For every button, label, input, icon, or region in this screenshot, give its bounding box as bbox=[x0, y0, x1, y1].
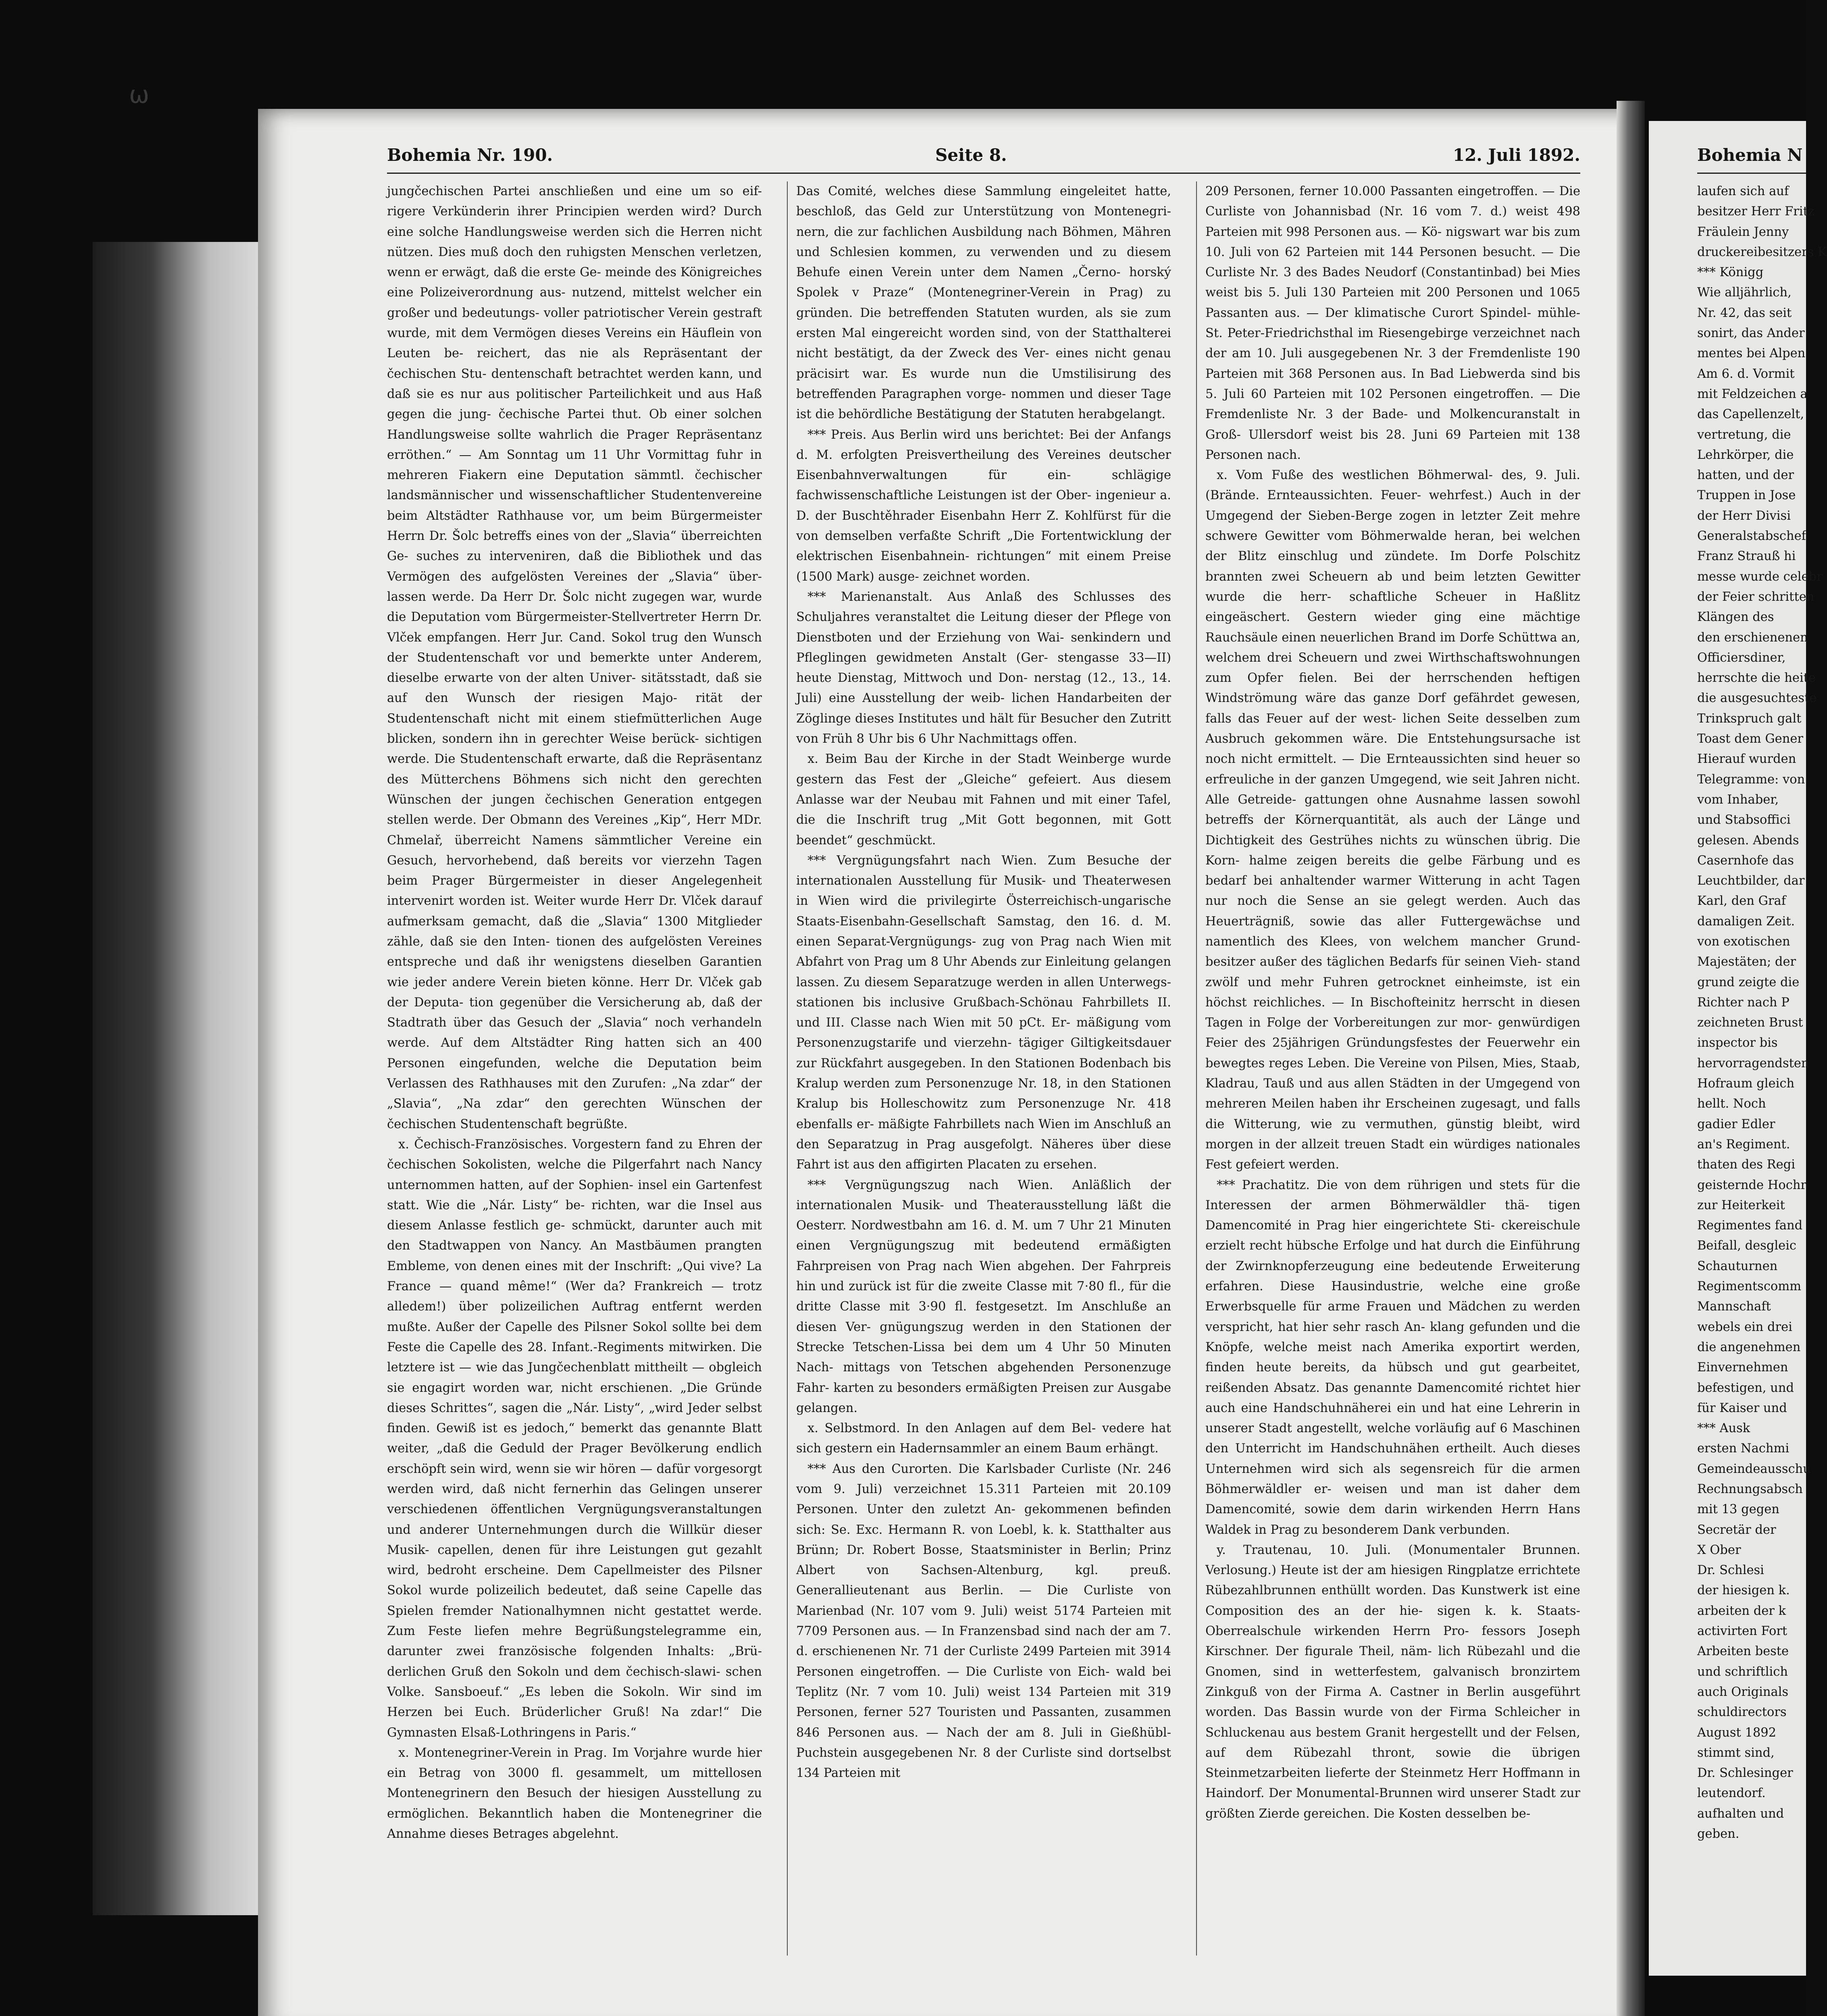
right-page-line: Arbeiten beste bbox=[1697, 1644, 1789, 1659]
right-page-line: Hofraum gleich bbox=[1697, 1077, 1795, 1091]
right-page-line: Trinkspruch galt bbox=[1697, 711, 1802, 726]
article-paragraph: *** Vergnügungsfahrt nach Wien. Zum Besuche der internationalen Ausstellung für Musik- und Theaterwesen in Wien wird die privilegirte Österreichisch-ungarische Staats-Eisenbahn-Gesellschaft Samstag, den 16. d. M. einen Separat-Vergnügungs- zug von Prag nach Wien mit Abfahrt von Prag um 8 Uhr Abends zur Einleitung gelangen lassen. Zu diesem Separatzuge werden in allen Unterwegs- stationen bis inclusive Grußbach-Schönau Fahrbillets II. und III. Classe nach Wien mit 50 pCt. Er- mäßigung vom Personenzugstarife und vierzehn- tägiger Giltigkeitsdauer zur Rückfahrt ausgegeben. In den Stationen Bodenbach bis Kralup werden zum Personenzuge Nr. 18, in den Stationen Kralup bis Holleschowitz zum Personenzuge Nr. 418 ebenfalls er- mäßigte Fahrbillets nach Wien im Anschluß an den Separatzug in Prag ausgefolgt. Näheres über diese Fahrt ist aus den affigirten Placaten zu ersehen. bbox=[796, 853, 1171, 1172]
right-page-line: der hiesigen k. bbox=[1697, 1583, 1790, 1598]
right-page-line: die angenehmen bbox=[1697, 1340, 1801, 1354]
right-page-line: Officiersdiner, bbox=[1697, 650, 1786, 665]
right-page-line: activirten Fort bbox=[1697, 1624, 1787, 1639]
right-page-line: damaligen Zeit. bbox=[1697, 914, 1795, 929]
right-page-line: geben. bbox=[1697, 1827, 1740, 1841]
article-paragraph: Das Comité, welches diese Sammlung eingeleitet hatte, beschloß, das Geld zur Unterstützung von Montenegri- nern, die zur fachlichen Ausbildung nach Böhmen, Mähren und Schlesien kommen, zu verwenden und zu diesem Behufe einen Verein unter dem Namen „Černo- horský Spolek v Praze“ (Montenegriner-Verein in Prag) zu gründen. Die betreffenden Statuten wurden, als sie zum ersten Mal eingereicht worden sind, von der Statthalterei nicht bestätigt, da der Zweck des Ver- eines nicht genau präcisirt war. Es wurde nun die Umstilisirung des betreffenden Paragraphen vorge- nommen und dieser Tage ist die behördliche Bestätigung der Statuten herabgelangt. bbox=[796, 184, 1171, 422]
right-page-line: mit 13 gegen bbox=[1697, 1502, 1779, 1517]
right-page-line: messe wurde celebr bbox=[1697, 569, 1823, 584]
right-page-line: gadier Edler bbox=[1697, 1117, 1775, 1131]
right-page-line: Schauturnen bbox=[1697, 1259, 1778, 1273]
right-page-line: X Ober bbox=[1697, 1543, 1741, 1557]
column-divider bbox=[1196, 181, 1197, 1956]
article-paragraph: *** Aus den Curorten. Die Karlsbader Curliste (Nr. 246 vom 9. Juli) verzeichnet 15.311 Parteien mit 20.109 Personen. Unter den zuletzt An- gekommenen befinden sich: Se. Exc. Hermann R. von Loebl, k. k. Statthalter aus Brünn; Dr. Robert Bosse, Staatsminister in Berlin; Prinz Albert von Sachsen-Altenburg, kgl. preuß. Generallieutenant aus Berlin. — Die Curliste von Marienbad (Nr. 107 vom 9. Juli) weist 5174 Parteien mit 7709 Personen aus. — In Franzensbad sind nach der am 7. d. erschienenen Nr. 71 der Curliste 2499 Parteien mit 3914 Personen eingetroffen. — Die Curliste von Eich- wald bei Teplitz (Nr. 7 vom 10. Juli) weist 134 Parteien mit 319 Personen, ferner 527 Touristen und Passanten, zusammen 846 Personen aus. — Nach der am 8. Juli in Gießhübl-Puchstein ausgegebenen Nr. 8 der Curliste sind dortselbst 134 Parteien mit bbox=[796, 1462, 1171, 1781]
right-page-line: Regimentscomm bbox=[1697, 1279, 1802, 1294]
right-page-line: hellt. Noch bbox=[1697, 1097, 1766, 1111]
right-page-line: Generalstabschef bbox=[1697, 529, 1806, 544]
right-page-line: Rechnungsabsch bbox=[1697, 1482, 1803, 1496]
right-page-line: inspector bis bbox=[1697, 1036, 1778, 1050]
right-page-header: Bohemia N bbox=[1697, 145, 1803, 165]
header-rule bbox=[387, 173, 1580, 174]
right-page-line: Wie alljährlich, bbox=[1697, 285, 1792, 300]
right-page-line: Klängen des bbox=[1697, 610, 1774, 625]
article-paragraph: *** Vergnügungszug nach Wien. Anläßlich der internationalen Musik- und Theaterausstellung läßt die Oesterr. Nordwestbahn am 16. d. M. um 7 Uhr 21 Minuten einen Vergnügungszug mit bedeutend ermäßigten Fahrpreisen von Prag nach Wien abgehen. Der Fahrpreis hin und zurück ist für die zweite Classe mit 7·80 fl., für die dritte Classe mit 3·90 fl. festgesetzt. Im Anschluße an diesen Ver- gnügungszug werden in den Stationen der Strecke Tetschen-Lissa bei dem um 4 Uhr 50 Minuten Nach- mittags von Tetschen abgehenden Personenzuge Fahr- karten zu besonders ermäßigten Preisen zur Ausgabe gelangen. bbox=[796, 1178, 1171, 1415]
right-page-line: Nr. 42, das seit bbox=[1697, 306, 1792, 320]
right-header-rule bbox=[1697, 173, 1806, 174]
right-page-line: aufhalten und bbox=[1697, 1806, 1784, 1821]
right-page-line: vom Inhaber, bbox=[1697, 792, 1779, 807]
right-page-line: arbeiten der k bbox=[1697, 1604, 1786, 1618]
right-page-line: Regimentes fand bbox=[1697, 1218, 1803, 1233]
right-page-line: Karl, den Graf bbox=[1697, 894, 1786, 908]
right-page-line: vertretung, die bbox=[1697, 427, 1791, 442]
book-page-edges bbox=[93, 242, 286, 1915]
right-page-line: Secretär der bbox=[1697, 1522, 1776, 1537]
article-paragraph: 209 Personen, ferner 10.000 Passanten eingetroffen. — Die Curliste von Johannisbad (Nr. 16 vom 7. d.) weist 498 Parteien mit 998 Personen aus. — Kö- nigswart war bis zum 10. Juli von 62 Parteien mit 144 Personen besucht. — Die Curliste Nr. 3 des Bades Neudorf (Constantinbad) bei Mies weist bis 5. Juli 130 Parteien mit 200 Personen und 1065 Passanten aus. — Der klimatische Curort Spindel- mühle-St. Peter-Friedrichsthal im Riesengebirge verzeichnet nach der am 10. Juli ausgegebenen Nr. 3 der Fremdenliste 190 Parteien mit 368 Personen aus. In Bad Liebwerda sind bis 5. Juli 60 Parteien mit 102 Personen eingetroffen. — Die Fremdenliste Nr. 3 der Bade- und Molkencuranstalt in Groß- Ullersdorf weist bis 28. Juni 69 Parteien mit 138 Personen nach. bbox=[1205, 184, 1580, 462]
right-page-line: Richter nach P bbox=[1697, 995, 1790, 1010]
article-paragraph: x. Montenegriner-Verein in Prag. Im Vorjahre wurde hier ein Betrag von 3000 fl. gesammelt, um mittellosen Montenegrinern den Besuch der hiesigen Ausstellung zu ermöglichen. Bekanntlich haben die Montenegriner die Annahme dieses Betrages abgelehnt. bbox=[387, 1745, 762, 1841]
right-page-line: Am 6. d. Vormit bbox=[1697, 367, 1795, 381]
text-column-1 bbox=[387, 181, 762, 1964]
right-page-line: laufen sich auf bbox=[1697, 184, 1789, 198]
right-page-line: zeichneten Brust bbox=[1697, 1016, 1803, 1030]
right-page-column bbox=[1697, 181, 1827, 1956]
right-page-line: ersten Nachmi bbox=[1697, 1441, 1790, 1456]
article-paragraph: *** Prachatitz. Die von dem rührigen und stets für die Interessen der armen Böhmerwäldler thä- tigen Damencomité in Prag hier eingerichtete Sti- ckereischule erzielt recht hübsche Erfolge und hat durch die Einführung der Zwirnknopferzeugung eine bedeutende Erweiterung erfahren. Diese Hausindustrie, welche eine große Erwerbsquelle für arme Frauen und Mädchen zu werden verspricht, hat hier sehr rasch An- klang gefunden und die Knöpfe, welche meist nach Amerika exportirt werden, finden heute bereits, da hübsch und gut gearbeitet, reißenden Absatz. Das genannte Damencomité richtet hier auch eine Handschuhnäherei ein und hat eine Lehrerin in unserer Stadt angestellt, welche vorläufig auf 6 Maschinen den Unterricht im Handschuhnähen ertheilt. Auch dieses Unternehmen wird sich als segensreich für die armen Böhmerwäldler er- weisen und man ist daher dem Damencomité, sowie dem darin wirkenden Herrn Hans Waldek in Prag zu besonderem Dank verbunden. bbox=[1205, 1178, 1580, 1537]
right-page-line: Telegramme: von bbox=[1697, 772, 1805, 787]
right-page-line: befestigen, und bbox=[1697, 1381, 1794, 1395]
right-page-line: und Stabsoffici bbox=[1697, 813, 1791, 827]
right-page-line: Casernhofe das bbox=[1697, 853, 1794, 868]
right-page-line: Gemeindeausschu bbox=[1697, 1462, 1811, 1476]
right-page-line: Dr. Schlesinger bbox=[1697, 1766, 1793, 1781]
right-page-line: die ausgesuchteste bbox=[1697, 691, 1817, 706]
article-paragraph: *** Marienanstalt. Aus Anlaß des Schlusses des Schuljahres veranstaltet die Leitung dieser der Pflege von Dienstboten und der Erziehung von Wai- senkindern und Pfleglingen gewidmeten Anstalt (Ger- stengasse 33—II) heute Dienstag, Mittwoch und Don- nerstag (12., 13., 14. Juli) eine Ausstellung der weib- lichen Handarbeiten der Zöglinge dieses Institutes und hält für Besucher den Zutritt von Früh 8 Uhr bis 6 Uhr Nachmittags offen. bbox=[796, 589, 1171, 746]
right-page-line: das Capellenzelt, bbox=[1697, 407, 1804, 422]
right-page-line: besitzer Herr Fritz bbox=[1697, 204, 1815, 219]
right-page-line: Beifall, desgleic bbox=[1697, 1239, 1796, 1253]
right-page-line: gelesen. Abends bbox=[1697, 833, 1799, 848]
right-page-line: druckereibesitzers K bbox=[1697, 245, 1827, 259]
right-page-line: der Feier schritten bbox=[1697, 589, 1815, 604]
right-page-line: an's Regiment. bbox=[1697, 1137, 1790, 1152]
header-date: 12. Juli 1892. bbox=[1452, 145, 1580, 165]
header-paper-number: Bohemia Nr. 190. bbox=[387, 145, 553, 165]
column-divider bbox=[787, 181, 788, 1956]
right-page-line: hatten, und der bbox=[1697, 468, 1794, 483]
right-page-line: thaten des Regi bbox=[1697, 1158, 1795, 1172]
right-page-line: Franz Strauß hi bbox=[1697, 549, 1796, 564]
article-paragraph: x. Selbstmord. In den Anlagen auf dem Bel- vedere hat sich gestern ein Hadernsammler an einem Baum erhängt. bbox=[796, 1421, 1171, 1456]
right-page-line: grund zeigte die bbox=[1697, 975, 1800, 989]
right-page-line: Hierauf wurden bbox=[1697, 752, 1796, 766]
right-page-line: *** Königg bbox=[1697, 265, 1764, 280]
page-header bbox=[387, 145, 1580, 169]
right-page-line: schuldirectors bbox=[1697, 1705, 1787, 1720]
right-page-line: mentes bei Alpen bbox=[1697, 346, 1806, 361]
right-page-line: herrschte die heite bbox=[1697, 671, 1816, 685]
book-gutter bbox=[1617, 101, 1645, 2016]
right-page-line: geisternde Hochr bbox=[1697, 1178, 1807, 1192]
pencil-mark: ω bbox=[129, 81, 150, 109]
right-page-line: leutendorf. bbox=[1697, 1786, 1766, 1801]
right-page-line: Fräulein Jenny bbox=[1697, 225, 1789, 239]
article-paragraph: x. Beim Bau der Kirche in der Stadt Weinberge wurde gestern das Fest der „Gleiche“ gefeiert. Aus diesem Anlasse war der Neubau mit Fahnen und mit einer Tafel, die die Inschrift trug „Mit Gott begonnen, mit Gott beendet“ geschmückt. bbox=[796, 752, 1171, 848]
right-page-line: Truppen in Jose bbox=[1697, 488, 1796, 503]
article-paragraph: x. Čechisch-Französisches. Vorgestern fand zu Ehren der čechischen Sokolisten, welche die Pilgerfahrt nach Nancy unternommen hatten, auf der Sophien- insel ein Gartenfest statt. Wie die „Nár. Listy“ be- richten, war die Insel aus diesem Anlasse festlich ge- schmückt, darunter auch mit den Stadtwappen von Nancy. An Mastbäumen prangten Embleme, von denen eines mit der Inschrift: „Qui vive? La France — quand même!“ (Wer da? Frankreich — trotz alledem!) über polizeilichen Auftrag entfernt werden mußte. Außer der Capelle des Pilsner Sokol sollte bei dem Feste die Capelle des 28. Infant.-Regiments mitwirken. Die letztere ist — wie das Jungčechenblatt mittheilt — obgleich sie engagirt worden war, nicht erschienen. „Die Gründe dieses Schrittes“, sagen die „Nár. Listy“, „wird Jeder selbst finden. Gewiß ist es jedoch,“ bemerkt das genannte Blatt weiter, „daß die Geduld der Prager Bevölkerung endlich erschöpft sein wird, wenn sie wir hören — dafür vorgesorgt werden wird, daß nicht fernerhin das Gelingen unserer verschiedenen öffentlichen Vergnügungsveranstaltungen und anderer Unternehmungen durch die Willkür dieser Musik- capellen, denen für ihre Leistungen gut gezahlt wird, bedroht erscheine. Dem Capellmeister des Pilsner Sokol wurde polizeilich bedeutet, daß seine Capelle das Spielen fremder Nationalhymnen nicht gestattet werde. Zum Feste liefen mehre Begrüßungstelegramme ein, darunter zwei französische folgenden Inhalts: „Brü- derlichen Gruß den Sokoln und dem čechisch-slawi- schen Volke. Sansboeuf.“ „Es leben die Sokoln. Wir sind im Herzen bei Euch. Brüderlicher Gruß! Na zdar!“ Die Gymnasten Elsaß-Lothringens in Paris.“ bbox=[387, 1137, 762, 1740]
right-page-line: Majestäten; der bbox=[1697, 955, 1796, 969]
right-page-line: webels ein drei bbox=[1697, 1320, 1792, 1334]
right-page-line: stimmt sind, bbox=[1697, 1745, 1775, 1760]
article-paragraph: jungčechischen Partei anschließen und eine um so eif- rigere Verkünderin ihrer Principien werden wird? Durch eine solche Handlungsweise werden sich die Herren nicht nützen. Dies muß doch den ruhigsten Menschen verletzen, wenn er erwägt, daß die erste Ge- meinde des Königreiches eine Polizeiverordnung aus- nutzend, mittelst welcher ein großer und bedeutungs- voller patriotischer Verein gestraft wurde, mit dem Vermögen dieses Vereins ein Häuflein von Leuten be- reichert, das nie als Repräsentant der čechischen Stu- dentenschaft betrachtet werden kann, und daß sie es nur aus politischer Parteilichkeit und aus Haß gegen die jung- čechische Partei thut. Ob einer solchen Handlungsweise sollte wahrlich die Prager Repräsentanz erröthen.“ — Am Sonntag um 11 Uhr Vormittag fuhr in mehreren Fiakern eine Deputation sämmtl. čechischer landsmännischer und wissenschaftlicher Studentenvereine beim Altstädter Rathhause vor, um beim Bürgermeister Herrn Dr. Šolc betreffs eines von der „Slavia“ überreichten Ge- suches zu interveniren, daß die Bibliothek und das Vermögen des aufgelösten Vereines der „Slavia“ über- lassen werde. Da Herr Dr. Šolc nicht zugegen war, wurde die Deputation vom Bürgermeister-Stellvertreter Herrn Dr. Vlček empfangen. Herr Jur. Cand. Sokol trug den Wunsch der Studentenschaft vor und bemerkte unter Anderem, dieselbe erwarte von der alten Univer- sitätsstadt, daß sie auf den Wunsch der riesigen Majo- rität der Studentenschaft nicht mit einem stiefmütterlichen Auge blicken, sondern ihn in gerechter Weise berück- sichtigen werde. Die Studentenschaft erwarte, daß die Repräsentanz des Mütterchens Böhmens sich nicht den gerechten Wünschen der jungen čechischen Generation entgegen stellen werde. Der Obmann des Vereines „Kip“, Herr MDr. Chmelař, überreicht Namens sämmtlicher Vereine ein Gesuch, hervorhebend, daß bereits vor vierzehn Tagen beim Prager Bürgermeister in dieser Angelegenheit intervenirt worden ist. Weiter wurde Herr Dr. Vlček darauf aufmerksam gemacht, daß die „Slavia“ 1300 Mitglieder zähle, daß sie den Inten- tionen des aufgelösten Vereines entspreche und daß ihr wenigstens dieselben Garantien wie jeder andere Verein bieten könne. Herr Dr. Vlček gab der Deputa- tion gegenüber die Versicherung ab, daß der Stadtrath über das Gesuch der „Slavia“ noch verhandeln werde. Auf dem Altstädter Ring hatten sich an 400 Personen eingefunden, welche die Deputation beim Verlassen des Rathhauses mit den Zurufen: „Na zdar“ der „Slavia“, „Na zdar“ den gerechten Wünschen der čechischen Studentenschaft begrüßte. bbox=[387, 184, 762, 1131]
right-page-line: der Herr Divisi bbox=[1697, 508, 1791, 523]
right-page-line: sonirt, das Ander bbox=[1697, 326, 1805, 341]
right-page-line: Toast dem Gener bbox=[1697, 732, 1804, 746]
right-page-line: Mannschaft bbox=[1697, 1300, 1771, 1314]
right-page-line: von exotischen bbox=[1697, 934, 1790, 949]
right-page-line: hervorragendsten bbox=[1697, 1056, 1809, 1070]
right-page-line: Leuchtbilder, dar bbox=[1697, 874, 1805, 888]
right-page-line: und schriftlich bbox=[1697, 1664, 1788, 1679]
article-paragraph: *** Preis. Aus Berlin wird uns berichtet: Bei der Anfangs d. M. erfolgten Preisvertheilung des Vereines deutscher Eisenbahnverwaltungen für ein- schlägige fachwissenschaftliche Leistungen ist der Ober- ingenieur a. D. der Buschtěhrader Eisenbahn Herr Z. Kohlfürst für die von demselben verfaßte Schrift „Die Fortentwicklung der elektrischen Eisenbahnein- richtungen“ mit einem Preise (1500 Mark) ausge- zeichnet worden. bbox=[796, 427, 1171, 584]
header-page-number: Seite 8. bbox=[935, 145, 1007, 165]
right-page-line: für Kaiser und bbox=[1697, 1401, 1787, 1415]
right-page-line: auch Originals bbox=[1697, 1685, 1789, 1699]
article-paragraph: y. Trautenau, 10. Juli. (Monumentaler Brunnen. Verlosung.) Heute ist der am hiesigen Ringplatze errichtete Rübezahlbrunnen enthüllt worden. Das Kunstwerk ist eine Composition des an der hie- sigen k. k. Staats-Oberrealschule wirkenden Herrn Pro- fessors Joseph Kirschner. Der figurale Theil, näm- lich Rübezahl und die Gnomen, sind in wetterfestem, galvanisch bronzirtem Zinkguß von der Firma A. Castner in Berlin ausgeführt worden. Das Bassin wurde von der Firma Schleicher in Schluckenau aus bestem Granit hergestellt und der Felsen, auf dem Rübezahl thront, sowie die übrigen Steinmetzarbeiten lieferte der Steinmetz Herr Hoffmann in Haindorf. Der Monumental-Brunnen wird unserer Stadt zur größten Zierde gereichen. Die Kosten desselben be- bbox=[1205, 1543, 1580, 1821]
article-paragraph: x. Vom Fuße des westlichen Böhmerwal- des, 9. Juli. (Brände. Ernteaussichten. Feuer- wehrfest.) Auch in der Umgegend der Sieben-Berge zogen in letzter Zeit mehre schwere Gewitter vom Böhmerwalde heran, bei welchen der Blitz einschlug und zündete. Im Dorfe Polschitz brannten zwei Scheuern ab und beim letzten Gewitter wurde die herr- schaftliche Scheuer in Haßlitz eingeäschert. Gestern wieder ging eine mächtige Rauchsäule einen neuerlichen Brand im Dorfe Schüttwa an, welchem drei Scheuern und zwei Wirthschaftswohnungen zum Opfer fielen. Bei der herrschenden heftigen Windströmung wäre das ganze Dorf gefährdet gewesen, falls das Feuer auf der west- lichen Seite desselben zum Ausbruch gekommen wäre. Die Entstehungsursache ist noch nicht ermittelt. — Die Ernteaussichten sind heuer so erfreuliche in der ganzen Umgegend, wie seit Jahren nicht. Alle Getreide- gattungen ohne Ausnahme lassen sowohl betreffs der Körnerquantität, als auch der Länge und Dichtigkeit des Gestrühes nichts zu wünschen übrig. Die Korn- halme zeigen bereits die gelbe Färbung und es bedarf bei anhaltender warmer Witterung in acht Tagen nur noch die Sense an sie gelegt werden. Auch das Heuerträgniß, sowie das aller Futtergewächse und namentlich des Klees, von welchem mancher Grund- besitzer außer des täglichen Bedarfs für seinen Vieh- stand zwölf und mehr Fuhren getrocknet einheimste, ist ein höchst reichliches. — In Bischofteinitz herrscht in diesen Tagen in Folge der Vorbereitungen zur mor- genwürdigen Feier des 25jährigen Gründungsfestes der Feuerwehr ein bewegtes reges Leben. Die Vereine von Pilsen, Mies, Staab, Kladrau, Tauß und aus allen Städten in der Umgegend von mehreren Meilen haben ihr Erscheinen zugesagt, und falls die Witterung, wie zu vermuthen, günstig bleibt, wird morgen in der allzeit treuen Stadt ein würdiges nationales Fest gefeiert werden. bbox=[1205, 468, 1580, 1172]
right-page-line: zur Heiterkeit bbox=[1697, 1198, 1785, 1212]
text-column-2 bbox=[796, 181, 1171, 1964]
right-page-line: Lehrkörper, die bbox=[1697, 448, 1794, 462]
right-page-line: August 1892 bbox=[1697, 1725, 1777, 1740]
right-page-line: *** Ausk bbox=[1697, 1421, 1750, 1436]
text-column-3 bbox=[1205, 181, 1580, 1964]
right-page-line: mit Feldzeichen a bbox=[1697, 387, 1808, 401]
right-page-line: Dr. Schlesi bbox=[1697, 1563, 1764, 1578]
right-page-line: Einvernehmen bbox=[1697, 1360, 1788, 1375]
right-page-line: den erschienenen bbox=[1697, 630, 1808, 645]
